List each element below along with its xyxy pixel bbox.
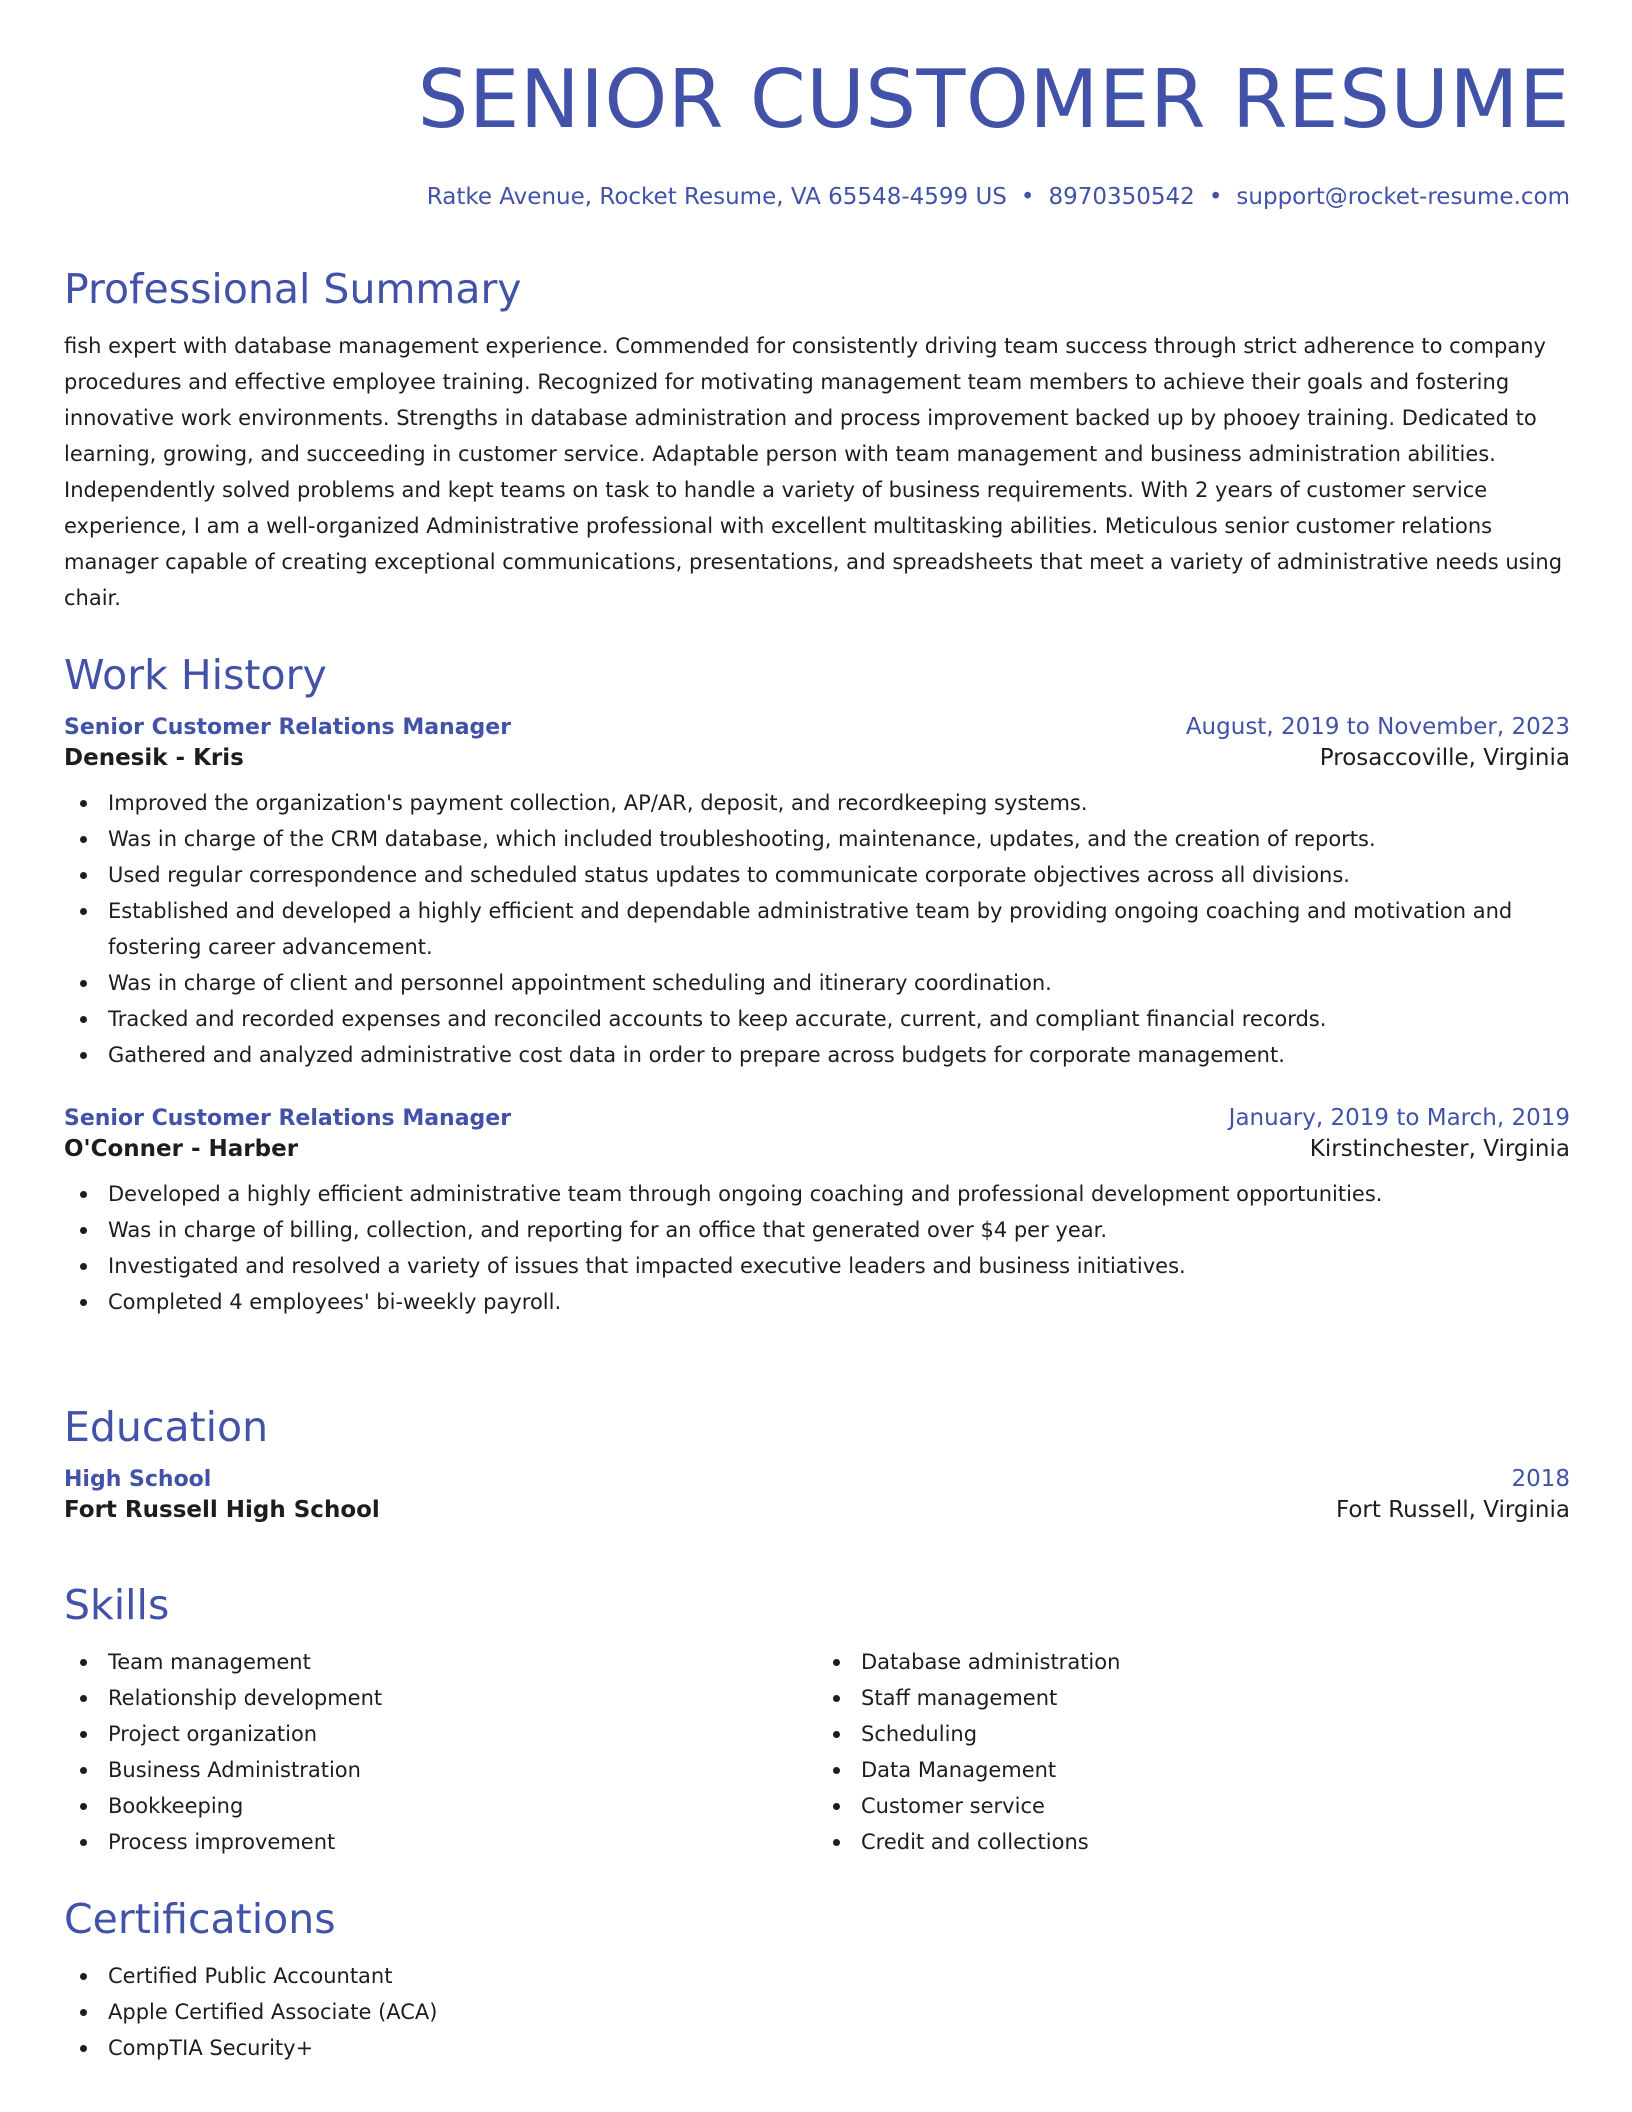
skill-item: Process improvement [64,1824,817,1860]
contact-address: Ratke Avenue, Rocket Resume, VA 65548-4599 US [426,184,1007,210]
company-name: O'Conner - Harber [64,1136,299,1162]
section-title: Education [64,1403,269,1451]
job-bullet: Was in charge of billing, collection, and reporting for an office that generated over $4 per year. [64,1212,1570,1248]
skill-item: Team management [64,1644,817,1680]
summary-text: fish expert with database management experience. Commended for consistently driving team success through strict adherence to company procedures and effective employee training. Recognized for motivating management team members to achieve their goals and fostering innovative work environments. Strengths in database administration and process improvement backed up by phooey training. Dedicated to learning, growing, and succeeding in customer service. Adaptable person with team management and business administration abilities. Independently solved problems and kept teams on task to handle a variety of business requirements. With 2 years of customer service experience, I am a well-organized Administrative professional with excellent multitasking abilities. Meticulous senior customer relations manager capable of creating exceptional communications, presentations, and spreadsheets that meet a variety of administrative needs using chair. [64,334,1563,610]
job-title: Senior Customer Relations Manager [64,1106,512,1131]
certification-item: Certified Public Accountant [64,1958,1570,1994]
skill-item: Bookkeeping [64,1788,817,1824]
job-bullet: Investigated and resolved a variety of issues that impacted executive leaders and business initiatives. [64,1248,1570,1284]
contact-separator: • [1208,184,1223,210]
job-bullet: Gathered and analyzed administrative cost data in order to prepare across budgets for corporate management. [64,1037,1570,1073]
work-history-section [64,650,1570,1320]
education-entry [64,1464,1570,1525]
job-dates: August, 2019 to November, 2023 [1185,714,1570,740]
job-bullet: Was in charge of the CRM database, which included troubleshooting, maintenance, updates, and the creation of reports. [64,821,1570,857]
degree: High School [64,1467,212,1492]
contact-email[interactable]: support@rocket-resume.com [1236,184,1570,210]
skills-grid [64,1644,1570,1860]
section-title: Certifications [64,1895,336,1943]
certification-item: Apple Certified Associate (ACA) [64,1994,1570,2030]
skill-item: Data Management [817,1752,1570,1788]
skill-item: Project organization [64,1716,817,1752]
job-bullet: Tracked and recorded expenses and reconciled accounts to keep accurate, current, and compliant financial records. [64,1001,1570,1037]
job-bullet: Used regular correspondence and scheduled status updates to communicate corporate objectives across all divisions. [64,857,1570,893]
education-year: 2018 [1511,1466,1570,1492]
job-dates: January, 2019 to March, 2019 [1228,1105,1570,1131]
certification-item: CompTIA Security+ [64,2030,1570,2066]
section-title: Professional Summary [64,265,522,313]
skill-item: Business Administration [64,1752,817,1788]
skills-list [64,1644,817,1860]
certifications-list [64,1958,1570,2066]
job-bullets [64,1176,1570,1320]
contact-phone: 8970350542 [1048,184,1195,210]
company-name: Denesik - Kris [64,745,244,771]
skill-item: Database administration [817,1644,1570,1680]
job-location: Kirstinchester, Virginia [1309,1136,1570,1162]
job-bullet: Completed 4 employees' bi-weekly payroll. [64,1284,1570,1320]
professional-summary-section [64,264,1570,616]
skills-list [817,1644,1570,1860]
job-entry [64,712,1570,1073]
skills-column-left [64,1644,817,1860]
school-location: Fort Russell, Virginia [1335,1497,1570,1523]
education-section [64,1402,1570,1525]
skills-column-right [817,1644,1570,1860]
skill-item: Staff management [817,1680,1570,1716]
skill-item: Scheduling [817,1716,1570,1752]
section-title: Work History [64,651,327,699]
contact-separator: • [1020,184,1035,210]
school-name: Fort Russell High School [64,1497,380,1523]
skills-section [64,1580,1570,1860]
job-location: Prosaccoville, Virginia [1319,745,1570,771]
section-title: Skills [64,1581,170,1629]
contact-line [427,182,1570,212]
skill-item: Credit and collections [817,1824,1570,1860]
certifications-section [64,1894,1570,2066]
resume-title: SENIOR CUSTOMER RESUME [417,53,1570,146]
skill-item: Relationship development [64,1680,817,1716]
job-title: Senior Customer Relations Manager [64,715,512,740]
job-bullets [64,785,1570,1073]
skill-item: Customer service [817,1788,1570,1824]
job-bullet: Improved the organization's payment collection, AP/AR, deposit, and recordkeeping systems. [64,785,1570,821]
job-bullet: Developed a highly efficient administrative team through ongoing coaching and professional development opportunities. [64,1176,1570,1212]
job-entry [64,1103,1570,1320]
job-bullet: Was in charge of client and personnel appointment scheduling and itinerary coordination. [64,965,1570,1001]
job-bullet: Established and developed a highly efficient and dependable administrative team by providing ongoing coaching and motivation and fostering career advancement. [64,893,1570,965]
